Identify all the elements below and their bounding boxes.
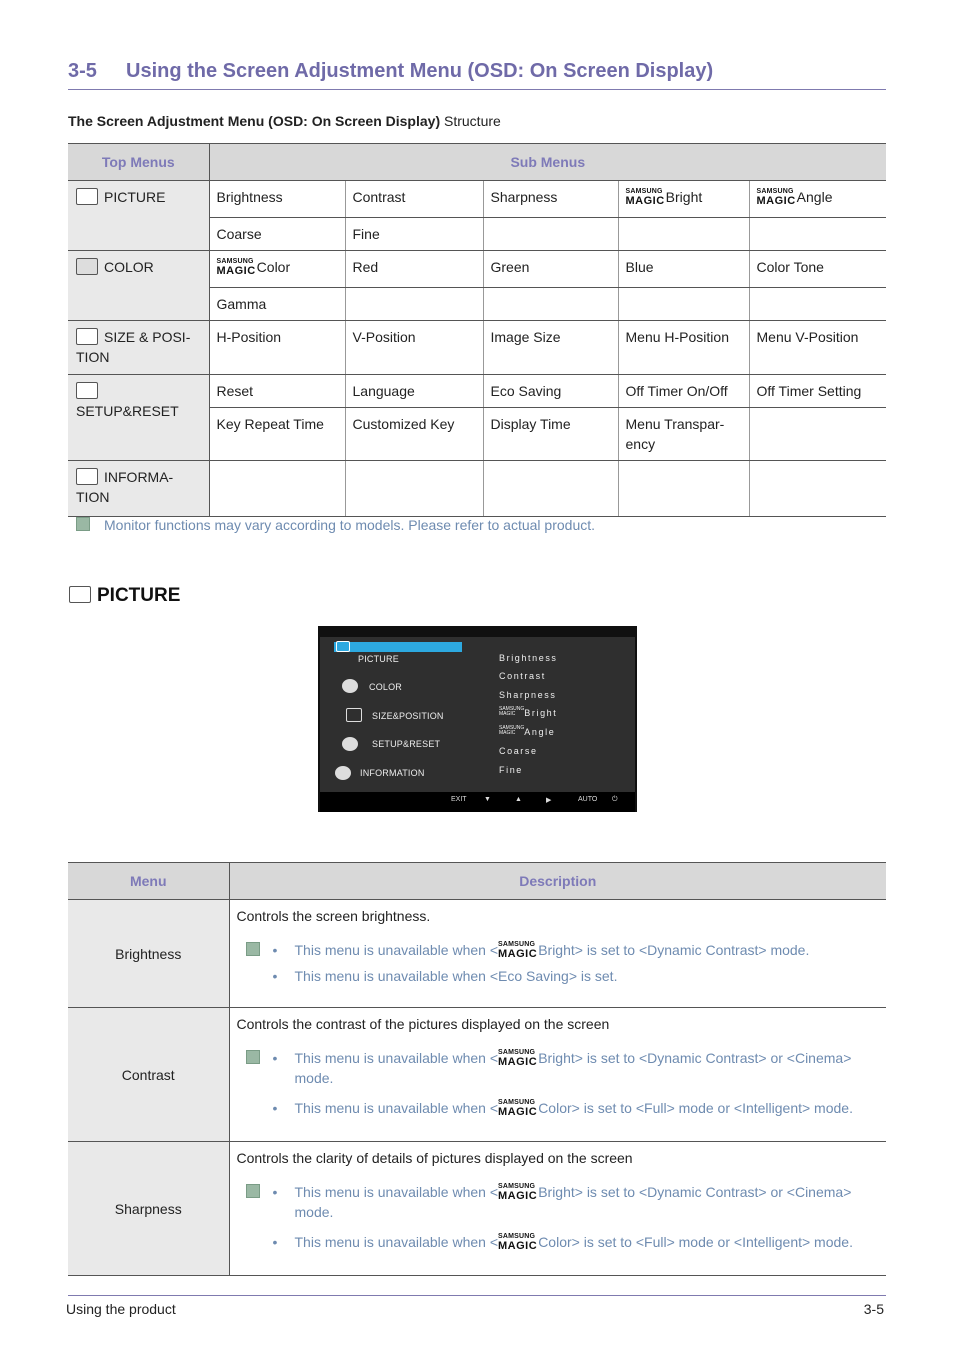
sub-image-size: Image Size — [483, 321, 618, 375]
picture-description-table — [68, 862, 886, 1276]
down-arrow-icon[interactable]: ▼ — [484, 796, 491, 803]
header-description: Description — [229, 863, 886, 900]
section-title — [68, 60, 713, 83]
size-label-a: SIZE & POSI- — [104, 329, 191, 345]
note-icon — [246, 942, 260, 956]
sub-menu-transparency: Menu Transpar- ency — [618, 408, 749, 461]
info-label-a: INFORMA- — [104, 469, 174, 485]
sub-magic-color: SAMSUNG MAGIC Color — [209, 251, 345, 288]
samsung-magic-logo: SAMSUNG MAGIC — [498, 1099, 538, 1118]
samsung-magic-logo: SAMSUNG MAGIC — [498, 1183, 538, 1202]
osd-sub-fine: Fine — [499, 765, 523, 775]
desc-text: Controls the screen brightness. — [236, 908, 431, 924]
sub-blue: Blue — [618, 251, 749, 288]
header-menu: Menu — [68, 863, 229, 900]
top-menu-setup-reset — [68, 375, 209, 461]
color-label: COLOR — [104, 259, 154, 275]
samsung-magic-logo: SAMSUNG MAGIC — [498, 1049, 538, 1068]
sub-menu-v-position: Menu V-Position — [749, 321, 886, 375]
sub-off-timer-setting: Off Timer Setting — [749, 375, 886, 408]
samsung-magic-logo: SAMSUNG MAGIC — [756, 188, 796, 207]
sub-customized-key: Customized Key — [345, 408, 483, 461]
color-palette-icon — [342, 679, 358, 693]
setup-label: SETUP&RESET — [76, 403, 179, 419]
top-menu-size-position — [68, 321, 209, 375]
sub-display-time: Display Time — [483, 408, 618, 461]
info-icon — [76, 468, 98, 485]
osd-auto-button[interactable]: AUTO — [578, 796, 598, 803]
gear-icon — [76, 382, 98, 399]
sub-key-repeat-time: Key Repeat Time — [209, 408, 345, 461]
picture-heading-text: PICTURE — [97, 585, 181, 606]
header-top-menus: Top Menus — [68, 144, 209, 181]
samsung-magic-logo: SAMSUNG MAGIC — [498, 1233, 538, 1252]
color-palette-icon — [76, 258, 98, 275]
title-divider — [68, 89, 886, 90]
sub-empty — [618, 288, 749, 321]
header-sub-menus: Sub Menus — [209, 144, 886, 181]
picture-label: PICTURE — [104, 189, 166, 205]
sub-empty — [749, 288, 886, 321]
model-note — [76, 517, 595, 533]
sub-h-position: H-Position — [209, 321, 345, 375]
note-item: • This menu is unavailable when < SAMSUNG MAGIC Color> is set to <Full> mode or <Intelligent> mode. — [272, 1233, 853, 1252]
section-title-text: Using the Screen Adjustment Menu (OSD: On Screen Display) — [126, 60, 714, 82]
picture-icon — [69, 586, 91, 603]
sub-reset: Reset — [209, 375, 345, 408]
sub-contrast: Contrast — [345, 181, 483, 218]
desc-text: Controls the contrast of the pictures displayed on the screen — [236, 1016, 610, 1032]
osd-screenshot — [318, 626, 637, 812]
sub-magic-bright: SAMSUNG MAGIC Bright — [618, 181, 749, 218]
sub-menu-h-position: Menu H-Position — [618, 321, 749, 375]
sub-green: Green — [483, 251, 618, 288]
sub-empty — [483, 218, 618, 251]
picture-icon — [76, 188, 98, 205]
sub-sharpness: Sharpness — [483, 181, 618, 218]
osd-item-color: COLOR — [369, 682, 403, 692]
note-text: Monitor functions may vary according to models. Please refer to actual product. — [104, 517, 596, 533]
osd-sub-brightness: Brightness — [499, 653, 558, 663]
top-menu-color — [68, 251, 209, 321]
sub-empty — [618, 218, 749, 251]
sub-empty — [483, 288, 618, 321]
sub-empty — [483, 461, 618, 517]
osd-item-size-position: SIZE&POSITION — [372, 711, 444, 721]
size-label-b: TION — [76, 349, 110, 365]
sub-empty — [345, 461, 483, 517]
info-label-b: TION — [76, 489, 110, 505]
note-icon — [76, 517, 90, 531]
top-menu-information — [68, 461, 209, 517]
desc-sharpness — [229, 1142, 886, 1276]
sub-empty — [618, 461, 749, 517]
up-arrow-icon[interactable]: ▲ — [515, 796, 522, 803]
osd-structure-table — [68, 143, 886, 517]
osd-item-information: INFORMATION — [360, 768, 425, 778]
note-item: • This menu is unavailable when <Eco Saving> is set. — [272, 968, 618, 984]
osd-exit-button[interactable]: EXIT — [451, 796, 467, 803]
sub-red: Red — [345, 251, 483, 288]
sub-coarse: Coarse — [209, 218, 345, 251]
desc-text: Controls the clarity of details of pictures displayed on the screen — [236, 1150, 633, 1166]
note-icon — [246, 1050, 260, 1064]
sub-brightness: Brightness — [209, 181, 345, 218]
osd-sub-magic-angle: SAMSUNG MAGIC Angle — [499, 725, 556, 737]
note-item: • This menu is unavailable when < SAMSUNG MAGIC Bright> is set to <Dynamic Contrast> mode. — [237, 940, 880, 960]
gear-icon — [342, 737, 358, 751]
top-menu-picture — [68, 181, 209, 251]
osd-sub-contrast: Contrast — [499, 671, 546, 681]
menu-brightness: Brightness — [68, 900, 229, 1008]
sub-empty — [749, 461, 886, 517]
structure-subheading — [68, 113, 501, 129]
picture-heading — [69, 585, 180, 607]
footer-page-number: 3-5 — [863, 1301, 884, 1317]
note-item: • This menu is unavailable when < SAMSUNG MAGIC Bright> is set to <Dynamic Contrast> or <Cinema> mode. — [237, 1182, 880, 1222]
power-icon[interactable]: ⏻ — [612, 796, 618, 803]
size-position-icon — [346, 708, 362, 722]
size-position-icon — [76, 328, 98, 345]
footer-divider — [68, 1295, 886, 1296]
menu-sharpness: Sharpness — [68, 1142, 229, 1276]
desc-contrast — [229, 1008, 886, 1142]
note-item: • This menu is unavailable when < SAMSUNG MAGIC Bright> is set to <Dynamic Contrast> or <Cinema> mode. — [237, 1048, 880, 1088]
sub-empty — [345, 288, 483, 321]
osd-sub-sharpness: Sharpness — [499, 690, 557, 700]
subheading-rest: Structure — [440, 113, 501, 129]
osd-item-setup-reset: SETUP&RESET — [372, 739, 441, 749]
enter-icon[interactable]: ▶ — [546, 797, 552, 804]
menu-contrast: Contrast — [68, 1008, 229, 1142]
sub-off-timer-onoff: Off Timer On/Off — [618, 375, 749, 408]
sub-empty — [209, 461, 345, 517]
picture-icon — [336, 641, 350, 652]
osd-item-picture: PICTURE — [358, 654, 399, 664]
sub-fine: Fine — [345, 218, 483, 251]
osd-sub-coarse: Coarse — [499, 746, 538, 756]
sub-magic-angle: SAMSUNG MAGIC Angle — [749, 181, 886, 218]
sub-gamma: Gamma — [209, 288, 345, 321]
samsung-magic-logo: SAMSUNG MAGIC — [625, 188, 665, 207]
sub-language: Language — [345, 375, 483, 408]
sub-v-position: V-Position — [345, 321, 483, 375]
sub-eco-saving: Eco Saving — [483, 375, 618, 408]
desc-brightness — [229, 900, 886, 1008]
samsung-magic-logo: SAMSUNG MAGIC — [498, 941, 538, 960]
samsung-magic-logo: SAMSUNG MAGIC — [216, 258, 256, 277]
footer-section-name: Using the product — [66, 1301, 176, 1317]
subheading-bold: The Screen Adjustment Menu (OSD: On Screen Display) — [68, 113, 441, 129]
osd-selection-bar — [334, 642, 462, 652]
note-item: • This menu is unavailable when < SAMSUNG MAGIC Color> is set to <Full> mode or <Intelligent> mode. — [272, 1099, 853, 1118]
sub-empty — [749, 408, 886, 461]
section-number: 3-5 — [68, 60, 97, 82]
osd-sub-magic-bright: SAMSUNG MAGIC Bright — [499, 706, 558, 718]
info-icon — [335, 766, 351, 780]
sub-color-tone: Color Tone — [749, 251, 886, 288]
sub-empty — [749, 218, 886, 251]
note-icon — [246, 1184, 260, 1198]
